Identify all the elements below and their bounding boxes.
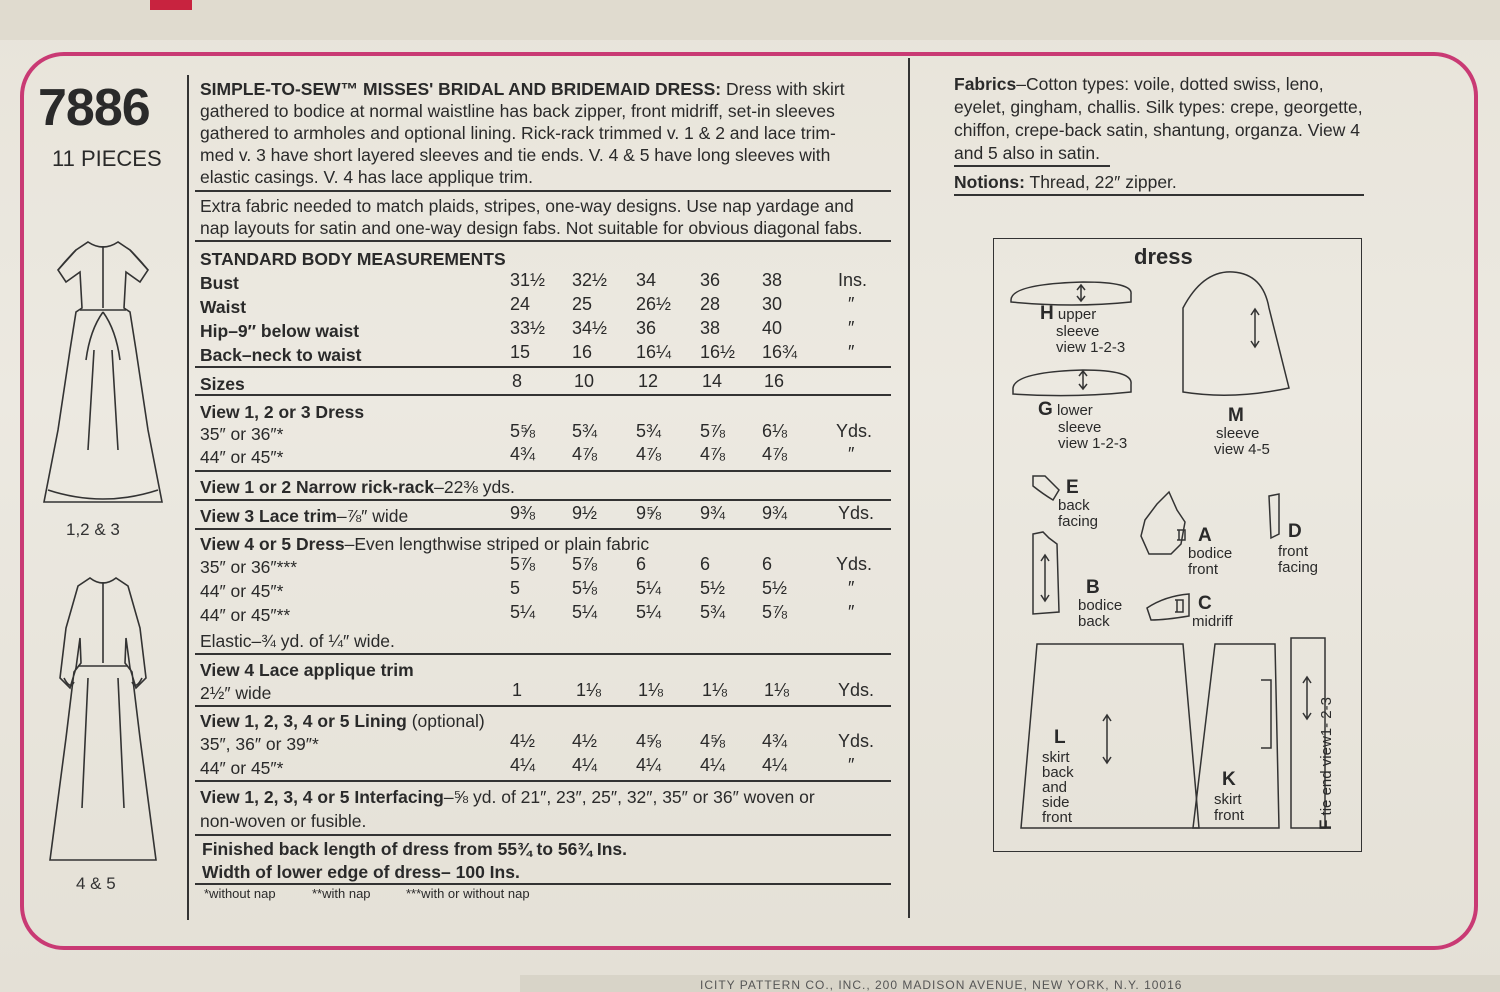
cell: 4⅞ bbox=[762, 444, 788, 464]
finished-length: Finished back length of dress from 55¾ to 56¾ Ins. bbox=[202, 839, 627, 859]
cell: 4¾ bbox=[762, 731, 788, 751]
piece-text: bodice bbox=[1078, 597, 1123, 614]
cell: 38 bbox=[762, 270, 783, 290]
fabrics-line: and 5 also in satin. bbox=[954, 143, 1100, 163]
lace-trim-line bbox=[200, 505, 408, 527]
rule bbox=[195, 528, 891, 530]
rule bbox=[954, 165, 1110, 167]
pieces-count: 11 PIECES bbox=[52, 146, 162, 171]
applique-title: View 4 Lace applique trim bbox=[200, 660, 414, 680]
notions-label: Notions: bbox=[954, 172, 1025, 192]
lower-edge-width: Width of lower edge of dress– 100 Ins. bbox=[202, 862, 520, 882]
cell: 38 bbox=[700, 318, 721, 338]
piece-text: skirt bbox=[1214, 791, 1242, 808]
sizes-label: Sizes bbox=[200, 374, 245, 394]
unit: ″ bbox=[848, 318, 855, 338]
fabrics-line: chiffon, crepe-back satin, shantung, organza. View 4 bbox=[954, 120, 1360, 140]
rickrack-title: View 1 or 2 Narrow rick-rack bbox=[200, 477, 435, 497]
cell: 33½ bbox=[510, 318, 546, 338]
cell: 16 bbox=[572, 342, 593, 362]
note-with-nap: **with nap bbox=[312, 886, 371, 901]
rickrack-line bbox=[200, 476, 515, 498]
cell: 5⅞ bbox=[762, 602, 788, 622]
cell: 26½ bbox=[636, 294, 672, 314]
notions-line bbox=[954, 171, 1177, 193]
views-1-2-3-caption: 1,2 & 3 bbox=[66, 520, 120, 539]
piece-text: back bbox=[1078, 613, 1110, 630]
notions-text: Thread, 22″ zipper. bbox=[1024, 172, 1177, 192]
cell: 4⅞ bbox=[572, 444, 598, 464]
unit: Yds. bbox=[838, 731, 875, 751]
piece-text: sleeve bbox=[1056, 323, 1100, 340]
fabrics-line bbox=[954, 73, 1324, 95]
cell: 4½ bbox=[572, 731, 598, 751]
piece-L-label: L bbox=[1054, 727, 1066, 748]
cell: 5⅞ bbox=[510, 554, 536, 574]
row-label: 44″ or 45″** bbox=[200, 605, 291, 625]
description-text: Dress with skirt bbox=[721, 79, 845, 99]
lace-title: View 3 Lace trim bbox=[200, 506, 337, 526]
cell: 4½ bbox=[510, 731, 536, 751]
description-line: elastic casings. V. 4 has lace applique trim. bbox=[200, 167, 534, 187]
unit: Yds. bbox=[838, 503, 875, 523]
measure-label-bust: Bust bbox=[200, 273, 239, 293]
unit: Yds. bbox=[836, 554, 873, 574]
lace-width: –⅞″ wide bbox=[336, 506, 409, 526]
cell: 34½ bbox=[572, 318, 608, 338]
diagram-title: dress bbox=[1134, 244, 1193, 269]
cell: 1⅛ bbox=[702, 680, 728, 700]
rule bbox=[195, 366, 891, 368]
measurements-heading: STANDARD BODY MEASUREMENTS bbox=[200, 249, 506, 269]
cell: 4⅝ bbox=[700, 731, 726, 751]
rule bbox=[195, 394, 891, 396]
cell: 4¾ bbox=[510, 444, 536, 464]
rule bbox=[195, 499, 891, 501]
piece-H-label bbox=[1040, 303, 1097, 324]
size: 10 bbox=[574, 371, 595, 391]
cell: 5¼ bbox=[636, 602, 662, 622]
unit: Ins. bbox=[838, 270, 868, 290]
cell: 4⅞ bbox=[636, 444, 662, 464]
cell: 9¾ bbox=[762, 503, 788, 523]
unit: ″ bbox=[848, 602, 855, 622]
extra-fabric-line: nap layouts for satin and one-way design fabs. Not suitable for obvious diagonal fabs. bbox=[200, 218, 863, 238]
piece-G-label bbox=[1038, 399, 1093, 420]
unit: ″ bbox=[848, 444, 855, 464]
rule bbox=[195, 190, 891, 192]
piece-text: sleeve bbox=[1058, 419, 1102, 436]
cell: 1⅛ bbox=[764, 680, 790, 700]
cell: 30 bbox=[762, 294, 783, 314]
view45-desc: –Even lengthwise striped or plain fabric bbox=[344, 534, 650, 554]
cell: 36 bbox=[700, 270, 721, 290]
cell: 5 bbox=[510, 578, 521, 598]
cell: 4¼ bbox=[700, 755, 726, 775]
cell: 4¼ bbox=[636, 755, 662, 775]
piece-E-label: E bbox=[1066, 477, 1079, 498]
piece-text: and bbox=[1042, 779, 1068, 796]
piece-F-label bbox=[1318, 697, 1334, 830]
cell: 5⅝ bbox=[510, 421, 536, 441]
piece-text: view 1-2-3 bbox=[1058, 435, 1128, 452]
cell: 9⅝ bbox=[636, 503, 662, 523]
lining-optional: (optional) bbox=[406, 711, 485, 731]
unit: ″ bbox=[848, 578, 855, 598]
fabrics-line: eyelet, gingham, challis. Silk types: crepe, georgette, bbox=[954, 97, 1363, 117]
piece-text: bodice bbox=[1188, 545, 1233, 562]
description-line: gathered to armholes and optional lining. Rick-rack trimmed v. 1 & 2 and lace trim- bbox=[200, 123, 836, 143]
piece-letter: F bbox=[1316, 819, 1335, 830]
piece-text: facing bbox=[1278, 559, 1319, 576]
cell: 4⅝ bbox=[636, 731, 662, 751]
unit: ″ bbox=[848, 755, 855, 775]
piece-text: facing bbox=[1058, 513, 1099, 530]
rule bbox=[195, 780, 891, 782]
cell: 16½ bbox=[700, 342, 736, 362]
cell: 5⅞ bbox=[572, 554, 598, 574]
cell: 5½ bbox=[700, 578, 726, 598]
elastic-line: Elastic–¾ yd. of ¼″ wide. bbox=[200, 631, 395, 651]
cell: 40 bbox=[762, 318, 783, 338]
cell: 5¾ bbox=[636, 421, 662, 441]
cell: 5¼ bbox=[510, 602, 536, 622]
cell: 9½ bbox=[572, 503, 598, 523]
rule bbox=[195, 470, 891, 472]
piece-D-label: D bbox=[1288, 521, 1302, 542]
cell: 4⅞ bbox=[700, 444, 726, 464]
size: 12 bbox=[638, 371, 659, 391]
row-label: 2½″ wide bbox=[200, 683, 272, 703]
interfacing-title: View 1, 2, 3, 4 or 5 Interfacing bbox=[200, 787, 444, 807]
cell: 4¼ bbox=[762, 755, 788, 775]
lining-title: View 1, 2, 3, 4 or 5 Lining bbox=[200, 711, 407, 731]
pattern-number: 7886 bbox=[38, 79, 150, 137]
top-red-tab bbox=[150, 0, 192, 10]
cell: 34 bbox=[636, 270, 657, 290]
piece-text: view 1-2-3 bbox=[1056, 339, 1126, 356]
section-title: View 1, 2 or 3 Dress bbox=[200, 402, 365, 422]
description-line bbox=[200, 78, 845, 100]
cell: 1⅛ bbox=[638, 680, 664, 700]
rule bbox=[195, 240, 891, 242]
measure-label-back: Back–neck to waist bbox=[200, 345, 362, 365]
note-without-nap: *without nap bbox=[204, 886, 276, 901]
piece-text: front bbox=[1042, 809, 1073, 826]
interfacing-line-2: non-woven or fusible. bbox=[200, 811, 367, 831]
cell: 6⅛ bbox=[762, 421, 788, 441]
piece-text: tie end view1- 2-3 bbox=[1318, 697, 1335, 816]
rule bbox=[195, 653, 891, 655]
piece-M-label: M bbox=[1228, 405, 1244, 426]
cell: 6 bbox=[762, 554, 773, 574]
piece-text: lower bbox=[1056, 402, 1093, 419]
piece-text: midriff bbox=[1192, 613, 1233, 630]
piece-B-label: B bbox=[1086, 577, 1100, 598]
cell: 5⅛ bbox=[572, 578, 598, 598]
description-line: gathered to bodice at normal waistline has back zipper, front midriff, set-in sleeves bbox=[200, 101, 835, 121]
size: 8 bbox=[512, 371, 523, 391]
rickrack-amount: –22⅜ yds. bbox=[434, 477, 515, 497]
fabrics-label: Fabrics bbox=[954, 74, 1017, 94]
piece-text: sleeve bbox=[1216, 425, 1260, 442]
cell: 5¾ bbox=[700, 602, 726, 622]
cell: 9⅜ bbox=[510, 503, 536, 523]
cell: 5¼ bbox=[636, 578, 662, 598]
unit: Yds. bbox=[836, 421, 873, 441]
cell: 36 bbox=[636, 318, 657, 338]
cell: 16¼ bbox=[636, 342, 672, 362]
interfacing-desc: –⅝ yd. of 21″, 23″, 25″, 32″, 35″ or 36″ woven or bbox=[443, 787, 815, 807]
piece-text: view 4-5 bbox=[1214, 441, 1270, 458]
cell: 4¼ bbox=[572, 755, 598, 775]
publisher-footer: ICITY PATTERN CO., INC., 200 MADISON AVENUE, NEW YORK, N.Y. 10016 bbox=[700, 978, 1183, 992]
size: 16 bbox=[764, 371, 785, 391]
measure-label-waist: Waist bbox=[200, 297, 247, 317]
piece-text: upper bbox=[1057, 306, 1097, 323]
fabrics-text: –Cotton types: voile, dotted swiss, leno, bbox=[1016, 74, 1324, 94]
piece-A-label: A bbox=[1198, 525, 1212, 546]
size: 14 bbox=[702, 371, 723, 391]
piece-letter: G bbox=[1038, 399, 1053, 420]
rule bbox=[195, 883, 891, 885]
cell: 5¾ bbox=[572, 421, 598, 441]
row-label: 44″ or 45″* bbox=[200, 581, 284, 601]
cell: 5¼ bbox=[572, 602, 598, 622]
description-line: med v. 3 have short layered sleeves and tie ends. V. 4 & 5 have long sleeves with bbox=[200, 145, 831, 165]
piece-text: back bbox=[1058, 497, 1090, 514]
center-divider bbox=[908, 58, 910, 918]
extra-fabric-line: Extra fabric needed to match plaids, stripes, one-way designs. Use nap yardage and bbox=[200, 196, 854, 216]
piece-text: front bbox=[1214, 807, 1245, 824]
dress-sketch-views-4-5 bbox=[28, 568, 178, 868]
cell: 1⅛ bbox=[576, 680, 602, 700]
measure-label-hip: Hip–9″ below waist bbox=[200, 321, 360, 341]
description-title: SIMPLE-TO-SEW™ MISSES' BRIDAL AND BRIDEMAID DRESS: bbox=[200, 79, 722, 99]
row-label: 35″ or 36″* bbox=[200, 424, 284, 444]
cell: 1 bbox=[512, 680, 523, 700]
cell: 25 bbox=[572, 294, 593, 314]
view45-title-line bbox=[200, 533, 649, 555]
note-with-or-without-nap: ***with or without nap bbox=[406, 886, 530, 901]
rule bbox=[954, 194, 1364, 196]
row-label: 44″ or 45″* bbox=[200, 758, 284, 778]
piece-text: back bbox=[1042, 764, 1074, 781]
dress-sketch-views-1-2-3 bbox=[28, 230, 178, 510]
cell: 6 bbox=[700, 554, 711, 574]
cell: 15 bbox=[510, 342, 531, 362]
piece-C-label: C bbox=[1198, 593, 1212, 614]
row-label: 44″ or 45″* bbox=[200, 447, 284, 467]
unit: Yds. bbox=[838, 680, 875, 700]
cell: 9¾ bbox=[700, 503, 726, 523]
row-label: 35″ or 36″*** bbox=[200, 557, 298, 577]
top-edge bbox=[0, 0, 1500, 40]
unit: ″ bbox=[848, 294, 855, 314]
piece-letter: H bbox=[1040, 303, 1054, 324]
piece-text: skirt bbox=[1042, 749, 1070, 766]
piece-text: front bbox=[1188, 561, 1219, 578]
views-4-5-caption: 4 & 5 bbox=[76, 874, 116, 893]
view45-title: View 4 or 5 Dress bbox=[200, 534, 345, 554]
cell: 5½ bbox=[762, 578, 788, 598]
piece-K-label: K bbox=[1222, 769, 1236, 790]
row-label: 35″, 36″ or 39″* bbox=[200, 734, 319, 754]
cell: 5⅞ bbox=[700, 421, 726, 441]
cell: 24 bbox=[510, 294, 531, 314]
lining-title-line bbox=[200, 710, 485, 732]
cell: 31½ bbox=[510, 270, 546, 290]
cell: 28 bbox=[700, 294, 721, 314]
left-divider bbox=[187, 75, 189, 920]
interfacing-line bbox=[200, 786, 815, 808]
cell: 6 bbox=[636, 554, 647, 574]
piece-text: side bbox=[1042, 794, 1070, 811]
cell: 16¾ bbox=[762, 342, 798, 362]
rule bbox=[195, 705, 891, 707]
piece-text: front bbox=[1278, 543, 1309, 560]
cell: 32½ bbox=[572, 270, 608, 290]
cell: 4¼ bbox=[510, 755, 536, 775]
rule bbox=[195, 834, 891, 836]
unit: ″ bbox=[848, 342, 855, 362]
